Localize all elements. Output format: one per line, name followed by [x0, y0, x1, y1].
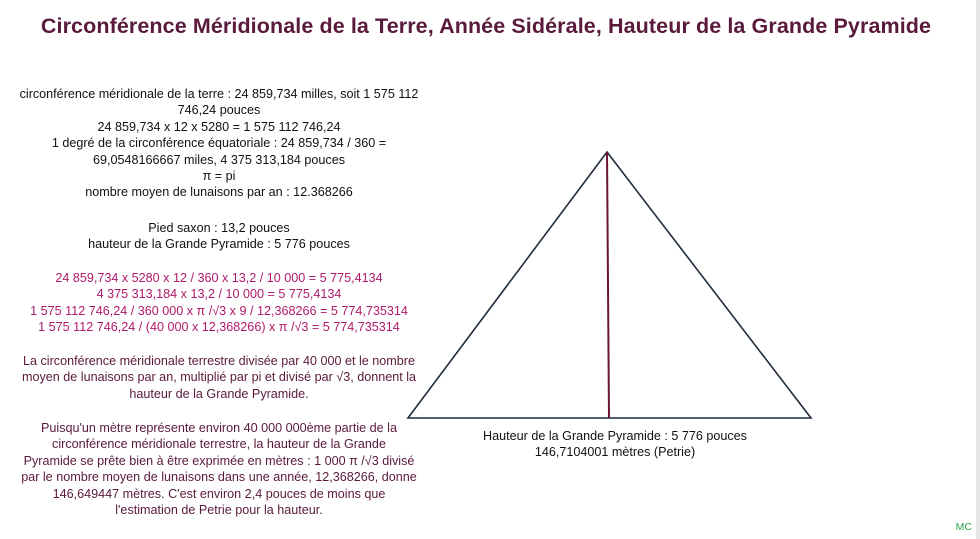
pyramid-caption — [460, 428, 770, 461]
paragraph-line: 146,649447 mètres. C'est environ 2,4 pouces de moins que — [52, 486, 386, 501]
text-line: hauteur de la Grande Pyramide : 5 776 pouces — [88, 237, 350, 252]
formula-line: 24 859,734 x 5280 x 12 / 360 x 13,2 / 10 000 = 5 775,4134 — [55, 271, 383, 285]
text-line: Pied saxon : 13,2 pouces — [148, 221, 290, 235]
paragraph-line: l'estimation de Petrie pour la hauteur. — [115, 503, 323, 518]
paragraph-line: La circonférence méridionale terrestre divisée par 40 000 et le nombre — [22, 354, 416, 368]
formula-line: 1 575 112 746,24 / (40 000 x 12,368266) x π /√3 = 5 774,735314 — [38, 320, 400, 335]
paragraph-line: Pyramide se prête bien à être exprimée en mètres : 1 000 π /√3 divisé — [23, 453, 415, 468]
caption-line: 146,7104001 mètres (Petrie) — [534, 445, 696, 460]
paragraph-line: circonférence méridionale terrestre, la hauteur de la Grande — [52, 437, 386, 452]
paragraph-line: hauteur de la Grande Pyramide. — [129, 386, 309, 401]
text-line: circonférence méridionale de la terre : 24 859,734 milles, soit 1 575 112 — [19, 87, 419, 101]
text-line: 24 859,734 x 12 x 5280 = 1 575 112 746,24 — [97, 119, 341, 134]
text-line: 1 degré de la circonférence équatoriale : 24 859,734 / 360 = — [51, 136, 387, 151]
formula-line: 4 375 313,184 x 13,2 / 10 000 = 5 775,4134 — [96, 287, 342, 302]
paragraph-line: par le nombre moyen de lunaisons dans une année, 12,368266, donne — [21, 470, 417, 485]
text-line: nombre moyen de lunaisons par an : 12.368266 — [85, 185, 353, 200]
pyramid-height-line — [607, 152, 609, 418]
text-line: π = pi — [202, 169, 236, 184]
text-line: 746,24 pouces — [177, 103, 261, 118]
text-line: 69,0548166667 miles, 4 375 313,184 pouces — [92, 152, 346, 167]
caption-line: Hauteur de la Grande Pyramide : 5 776 pouces — [483, 429, 747, 443]
paragraph-line: Puisqu'un mètre représente environ 40 000 000ème partie de la — [41, 421, 397, 435]
formula-line: 1 575 112 746,24 / 360 000 x π /√3 x 9 / 12,368266 = 5 774,735314 — [30, 303, 408, 318]
paragraph-line: moyen de lunaisons par an, multiplié par pi et divisé par √3, donnent la — [21, 370, 417, 385]
author-signature: MC — [955, 521, 972, 533]
page-title: Circonférence Méridionale de la Terre, Année Sidérale, Hauteur de la Grande Pyramide — [40, 14, 932, 38]
